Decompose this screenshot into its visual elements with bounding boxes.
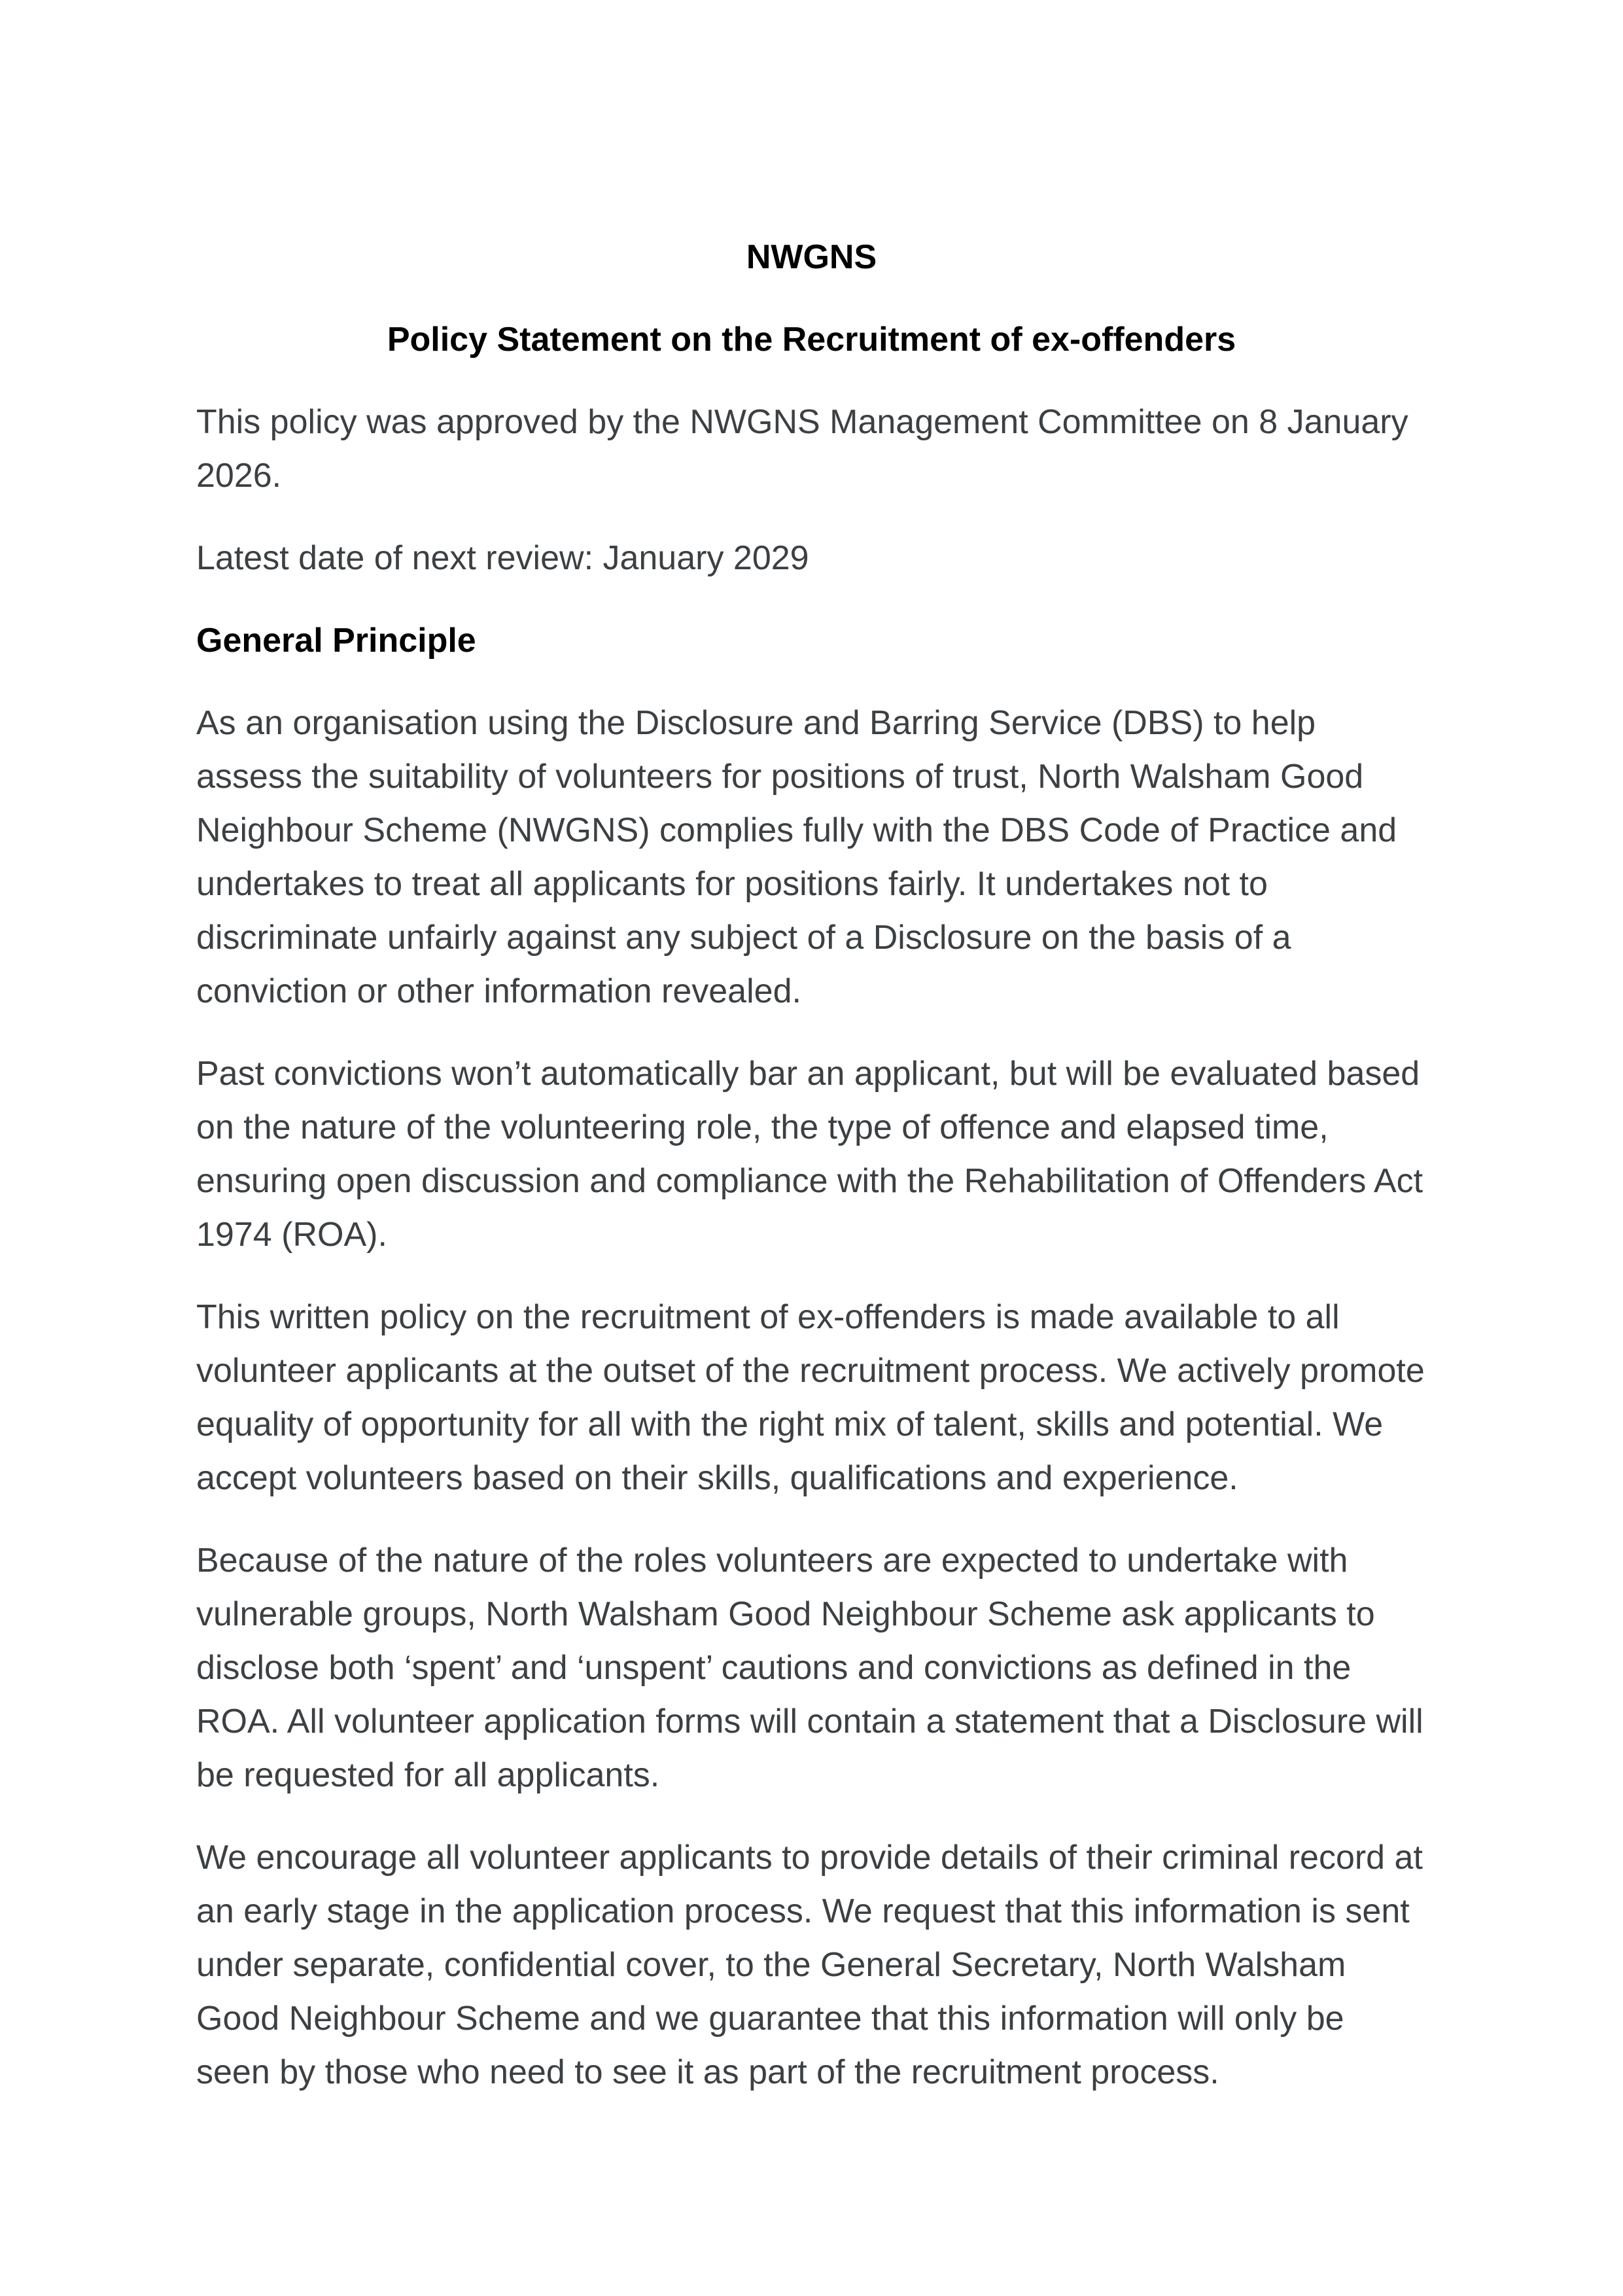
document-title: NWGNS xyxy=(746,238,877,276)
paragraph-dbs-code-of-practice: As an organisation using the Disclosure and Barring Service (DBS) to help assess the suitability of volunteers for positions of trust, North Walsham Good Neighbour Scheme (NWGNS) complies fully with the DBS Code of Practice and undertakes to treat all applicants for positions fairly. It undertakes not to discriminate unfairly against any subject of a Disclosure on the basis of a conviction or other information revealed. xyxy=(196,704,1397,1010)
intro-paragraph-review-date: Latest date of next review: January 2029 xyxy=(196,539,809,577)
paragraph-disclosure-requirement: Because of the nature of the roles volunteers are expected to undertake with vulnerable groups, North Walsham Good Neighbour Scheme ask applicants to disclose both ‘spent’ and ‘unspent’ cautions and convictions as defined in the ROA. All volunteer application forms will contain a statement that a Disclosure will be requested for all applicants. xyxy=(196,1542,1423,1794)
document-subtitle: Policy Statement on the Recruitment of ex-offenders xyxy=(387,321,1236,359)
section-heading-general-principle: General Principle xyxy=(196,622,476,660)
paragraph-past-convictions: Past convictions won’t automatically bar an applicant, but will be evaluated based on the nature of the volunteering role, the type of offence and elapsed time, ensuring open discussion and compliance with the Rehabilitation of Offenders Act 1974 (ROA). xyxy=(196,1055,1423,1254)
intro-paragraph-approval: This policy was approved by the NWGNS Management Committee on 8 January 2026. xyxy=(196,403,1408,495)
paragraph-written-policy-availability: This written policy on the recruitment of ex-offenders is made available to all volunteer applicants at the outset of the recruitment process. We actively promote equality of opportunity for all with the right mix of talent, skills and potential. We accept volunteers based on their skills, qualifications and experience. xyxy=(196,1298,1425,1497)
paragraph-criminal-record-confidentiality: We encourage all volunteer applicants to provide details of their criminal record at an early stage in the application process. We request that this information is sent under separate, confidential cover, to the General Secretary, North Walsham Good Neighbour Scheme and we guarantee that this information will only be seen by those who need to see it as part of the recruitment process. xyxy=(196,1839,1423,2091)
